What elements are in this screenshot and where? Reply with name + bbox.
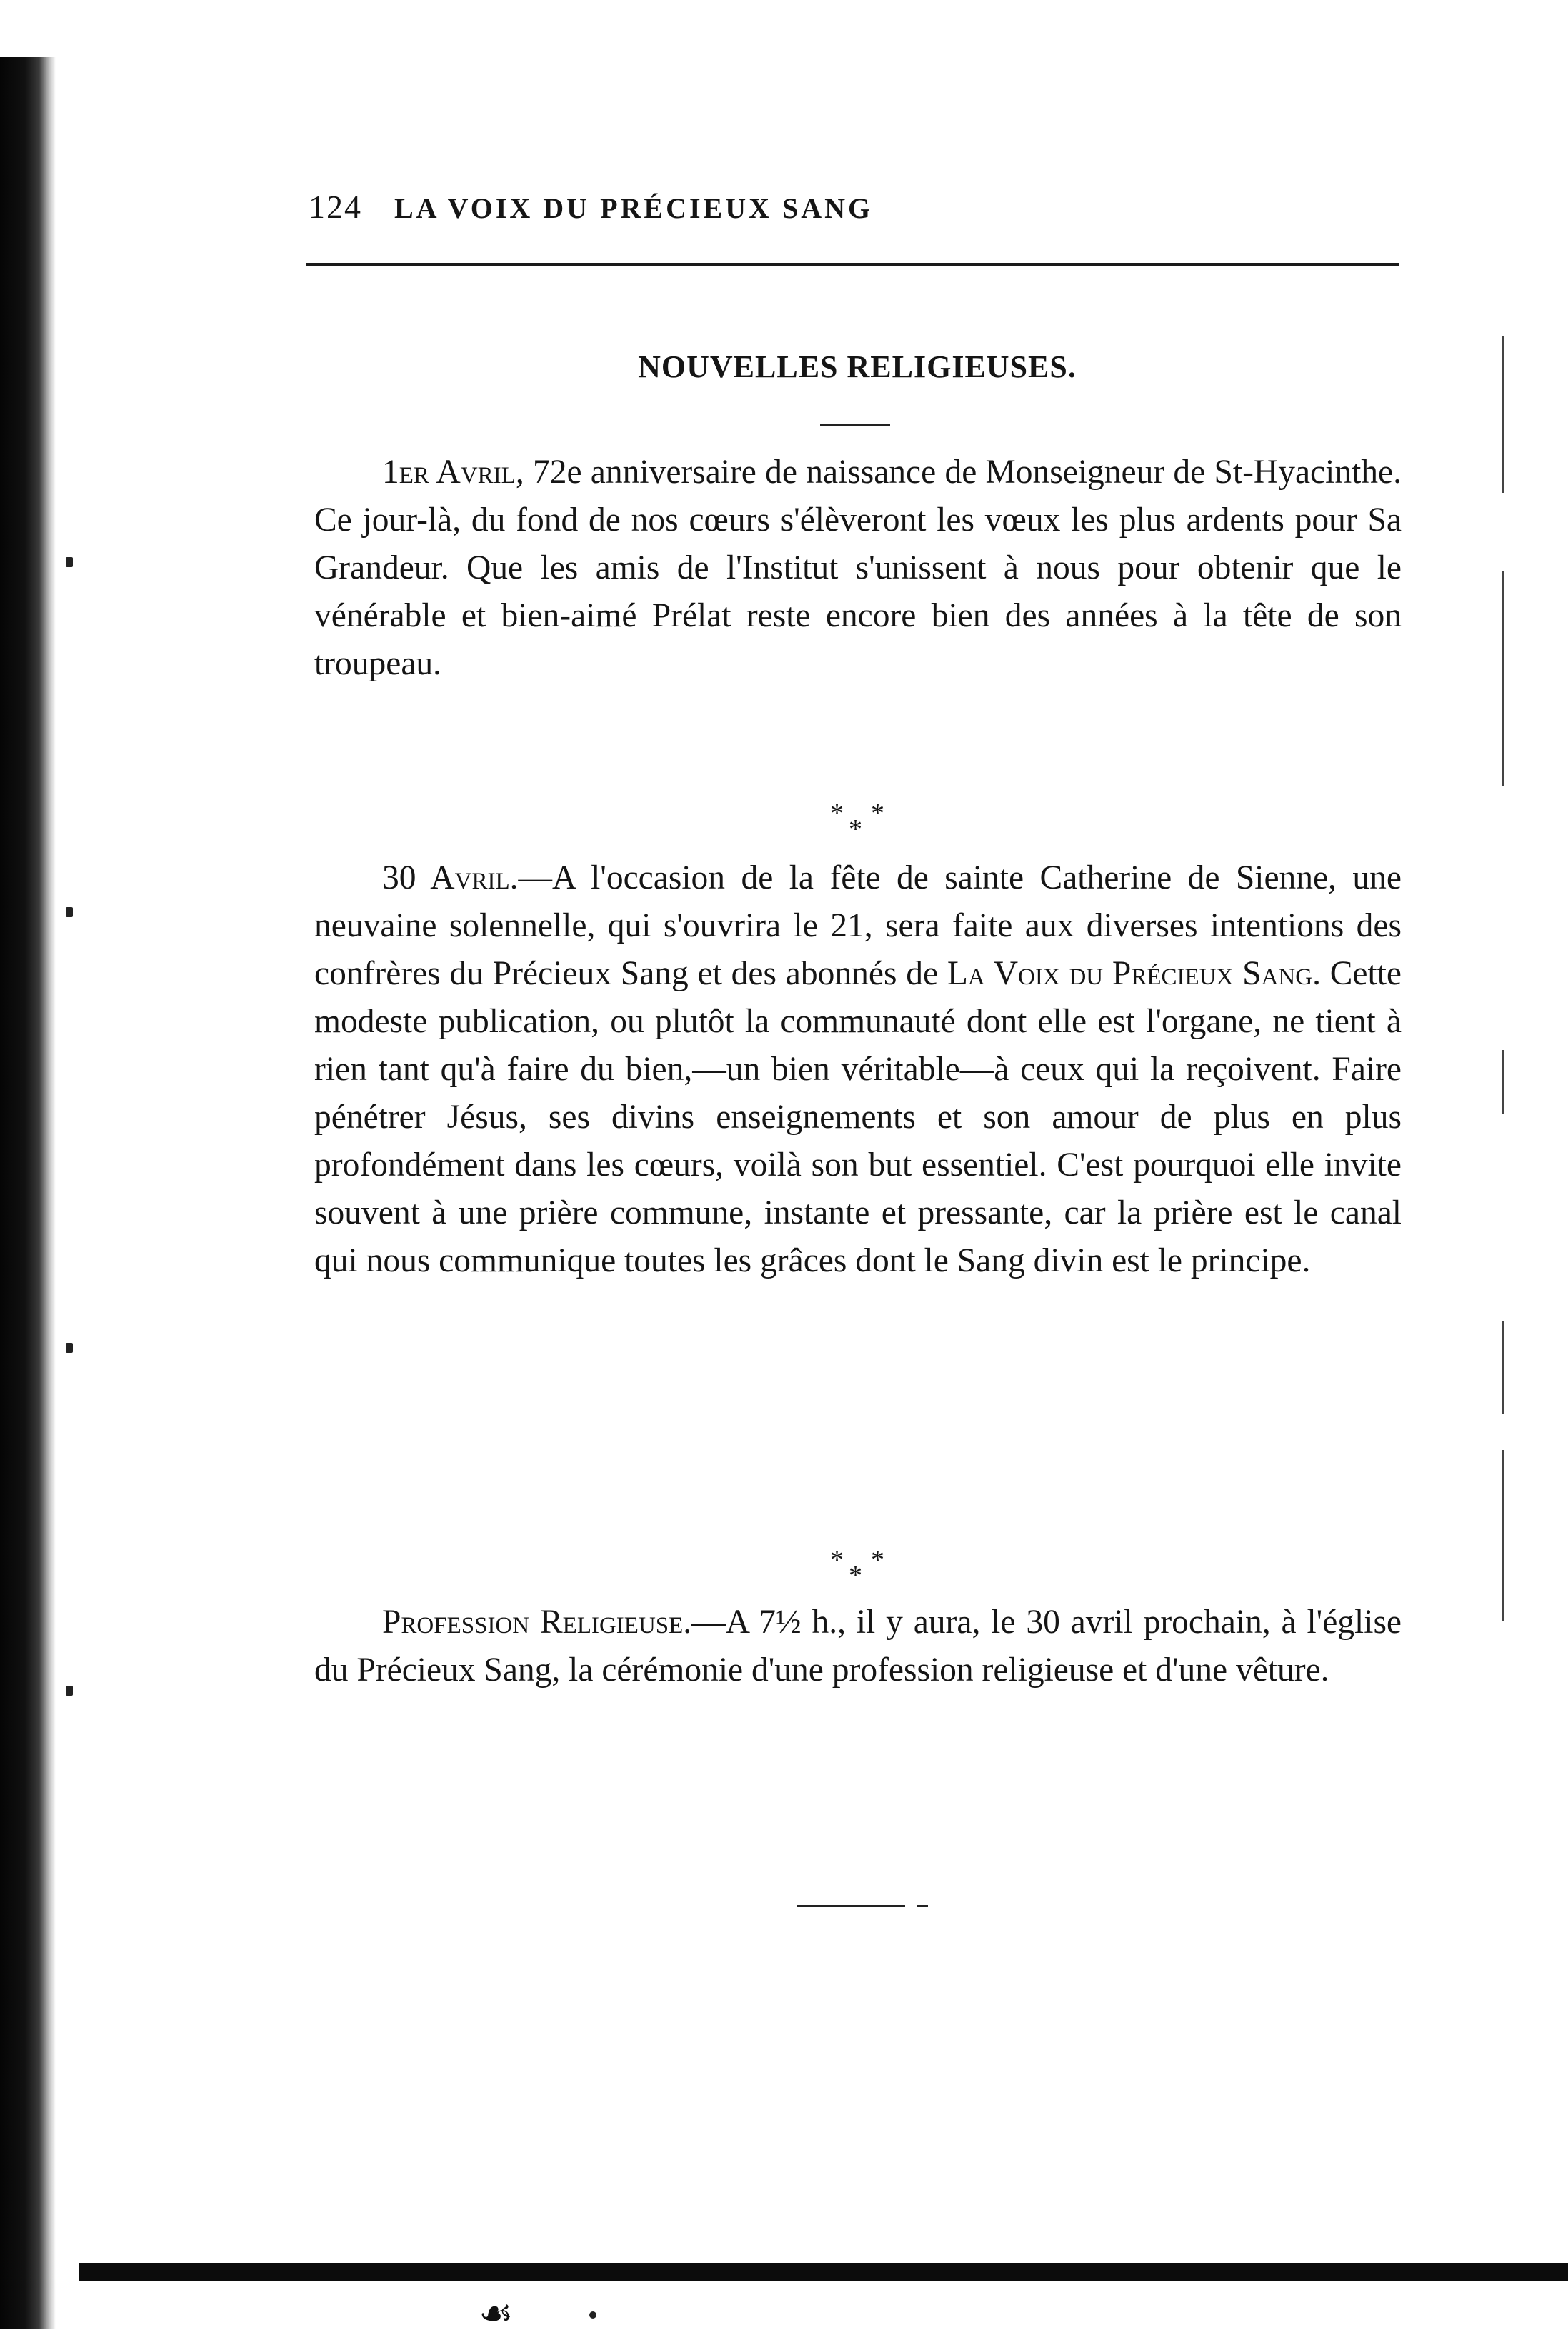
- end-rule: [797, 1905, 905, 1907]
- right-margin-marks: [1502, 336, 1505, 1621]
- binding-shadow: [0, 57, 56, 2329]
- asterism-star: *: [871, 1545, 884, 1575]
- scan-speck: [66, 1343, 73, 1353]
- paragraph-body: —A 7½ h., il y aura, le 30 avril prochain, à l'église du Précieux Sang, la cérémonie d'une profession religieuse et d'une vêture.: [314, 1604, 1402, 1689]
- paragraph-april-30: [314, 854, 1402, 1285]
- running-title: LA VOIX DU PRÉCIEUX SANG: [394, 192, 874, 224]
- paragraph-body: 72e anniversaire de naissance de Monseigneur de St-Hyacinthe. Ce jour-là, du fond de nos cœurs s'élèveront les vœux les plus ardents pour Sa Grandeur. Que les amis de l'Institut s'unissent à nous pour obtenir que le vénérable et bien-aimé Prélat reste encore bien des années à la tête de son troupeau.: [314, 454, 1402, 682]
- bottom-edge-bar: [79, 2263, 1568, 2281]
- paragraph-profession: [314, 1599, 1402, 1694]
- asterism-star: *: [830, 799, 844, 829]
- title-rule: [820, 424, 890, 426]
- section-title: NOUVELLES RELIGIEUSES.: [638, 349, 1077, 384]
- paragraph-lead: 1er Avril,: [382, 454, 524, 491]
- asterism: [822, 1546, 893, 1589]
- scan-speck: [66, 1686, 73, 1696]
- end-rule-dash: [917, 1905, 928, 1907]
- scan-speck: [66, 557, 73, 567]
- paragraph-lead: 30 Avril.: [382, 859, 519, 896]
- paragraph-april-1: [314, 449, 1402, 688]
- paragraph-body: —A l'occasion de la fête de sainte Catherine de Sienne, une neuvaine solennelle, qui s'ouvrira le 21, sera faite aux diverses intentions des confrères du Précieux Sang et des abonnés de: [314, 859, 1402, 992]
- scan-speck: [66, 907, 73, 917]
- publication-name: La Voix du Précieux Sang: [947, 955, 1313, 992]
- paragraph-lead: Profession Religieuse.: [382, 1604, 692, 1641]
- paragraph-body: . Cette modeste publication, ou plutôt la communauté dont elle est l'organe, ne tient à rien tant qu'à faire du bien,—un bien véritable—à ceux qui la reçoivent. Faire pénétrer Jésus, ses divins enseignements et son amour de plus en plus profondément dans les cœurs, voilà son but essentiel. C'est pourquoi elle invite souvent à une prière commune, instante et pressante, car la prière est le canal qui nous communique toutes les grâces dont le Sang divin est le principe.: [314, 955, 1402, 1279]
- asterism-star: *: [849, 814, 862, 844]
- asterism-star: *: [849, 1561, 862, 1591]
- asterism: [822, 800, 893, 843]
- page-number: 124: [309, 189, 362, 225]
- scan-dot: [589, 2311, 596, 2319]
- ornament-icon: ☙: [479, 2292, 514, 2335]
- asterism-star: *: [871, 799, 884, 829]
- asterism-star: *: [830, 1545, 844, 1575]
- header-rule: [306, 263, 1399, 266]
